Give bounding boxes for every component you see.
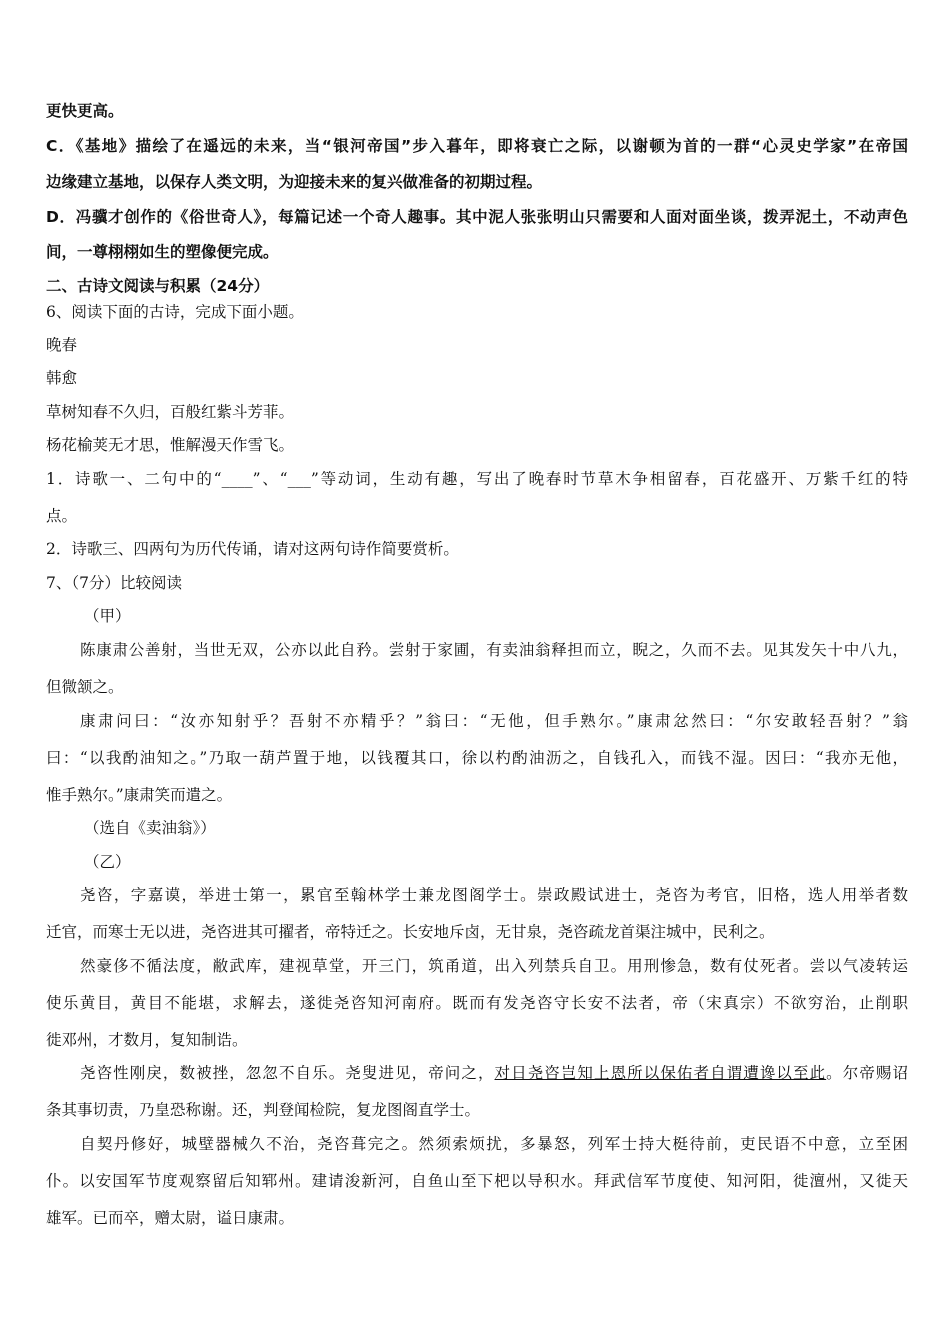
option-c-line1: C．《基地》描绘了在遥远的未来，当“银河帝国”步入暮年，即将衰亡之际，以谢顿为首的一群“心灵史学家”在帝国 xyxy=(46,137,908,155)
option-c-line2: 边缘建立基地，以保存人类文明，为迎接未来的复兴做准备的初期过程。 xyxy=(46,173,543,191)
section-heading: 二、古诗文阅读与积累（24分） xyxy=(46,277,270,295)
passage-b-line5: 徙邓州，才数月，复知制诰。 xyxy=(46,1031,248,1049)
passage-a-line1: 陈康肃公善射，当世无双，公亦以此自矜。尝射于家圃，有卖油翁释担而立，睨之，久而不去。见其发矢十中八九， xyxy=(80,641,908,659)
passage-a-line2: 但微颔之。 xyxy=(46,678,124,696)
passage-a-label: （甲） xyxy=(84,607,131,625)
question-7-heading: 7、（7分）比较阅读 xyxy=(46,574,182,592)
question-6-2: 2．诗歌三、四两句为历代传诵，请对这两句诗作简要赏析。 xyxy=(46,540,459,558)
poem-title: 晚春 xyxy=(46,336,78,354)
passage-b-line7: 条其事切责，乃皇恐称谢。还，判登闻检院，复龙图阁直学士。 xyxy=(46,1101,481,1119)
option-d-line2: 间，一尊栩栩如生的塑像便完成。 xyxy=(46,243,279,261)
option-b-continuation: 更快更高。 xyxy=(46,102,124,120)
passage-b-line2: 迁官，而寒士无以进，尧咨进其可擢者，帝特迁之。长安地斥卤，无甘泉，尧咨疏龙首渠注城中，民利之。 xyxy=(46,923,775,941)
passage-b-line6-text: 尧咨性刚戾，数被挫，忽忽不自乐。尧叟进见，帝问之， xyxy=(80,1064,495,1082)
question-6-prompt: 6、阅读下面的古诗，完成下面小题。 xyxy=(46,303,304,321)
passage-b-line4: 使乐黄目，黄目不能堪，求解去，遂徙尧咨知河南府。既而有发尧咨守长安不法者，帝（宋真宗）不欲穷治，止削职 xyxy=(46,994,908,1012)
passage-b-line8: 自契丹修好，城壁器械久不治，尧咨葺完之。然须索烦扰，多暴怒，列军士持大梃待前，吏民语不中意，立至困 xyxy=(80,1135,908,1153)
passage-b-line9: 仆。以安国军节度观察留后知郓州。建请浚新河，自鱼山至下杷以导积水。拜武信军节度使、知河阳，徙澶州，又徙天 xyxy=(46,1172,908,1190)
passage-b-line1: 尧咨，字嘉谟，举进士第一，累官至翰林学士兼龙图阁学士。崇政殿试进士，尧咨为考官，旧格，选人用举者数 xyxy=(80,886,908,904)
poem-line-2: 杨花榆荚无才思，惟解漫天作雪飞。 xyxy=(46,436,295,454)
question-6-1-line1: 1．诗歌一、二句中的“____”、“___”等动词，生动有趣，写出了晚春时节草木争相留春，百花盛开、万紫千红的特 xyxy=(46,470,908,488)
passage-a-line3: 康肃问曰：“汝亦知射乎？吾射不亦精乎？”翁曰：“无他，但手熟尔。”康肃忿然曰：“尔安敢轻吾射？”翁 xyxy=(80,712,908,730)
passage-a-source: （选自《卖油翁》） xyxy=(84,819,216,837)
poem-line-1: 草树知春不久归，百般红紫斗芳菲。 xyxy=(46,403,295,421)
question-6-1-line2: 点。 xyxy=(46,507,78,525)
option-d-line1: D．冯骥才创作的《俗世奇人》，每篇记述一个奇人趣事。其中泥人张张明山只需要和人面对面坐谈，拨弄泥土，不动声色 xyxy=(46,208,908,226)
passage-b-label: （乙） xyxy=(84,853,131,871)
passage-b-line3: 然豪侈不循法度，敝武库，建视草堂，开三门，筑甬道，出入列禁兵自卫。用刑惨急，数有仗死者。尝以气凌转运 xyxy=(80,957,908,975)
underlined-sentence: 对日尧咨岂知上恩所以保佑者自谓遭谗以至此 xyxy=(494,1064,827,1082)
passage-a-line4: 曰：“以我酌油知之。”乃取一葫芦置于地，以钱覆其口，徐以杓酌油沥之，自钱孔入，而钱不湿。因曰：“我亦无他， xyxy=(46,749,908,767)
poem-author: 韩愈 xyxy=(46,369,78,387)
passage-a-line5: 惟手熟尔。”康肃笑而遣之。 xyxy=(46,786,233,804)
passage-b-line6 xyxy=(80,1063,908,1083)
passage-b-line6-tail: 。尔帝赐诏 xyxy=(826,1064,908,1082)
passage-b-line10: 雄军。已而卒，赠太尉，谥日康肃。 xyxy=(46,1209,295,1227)
